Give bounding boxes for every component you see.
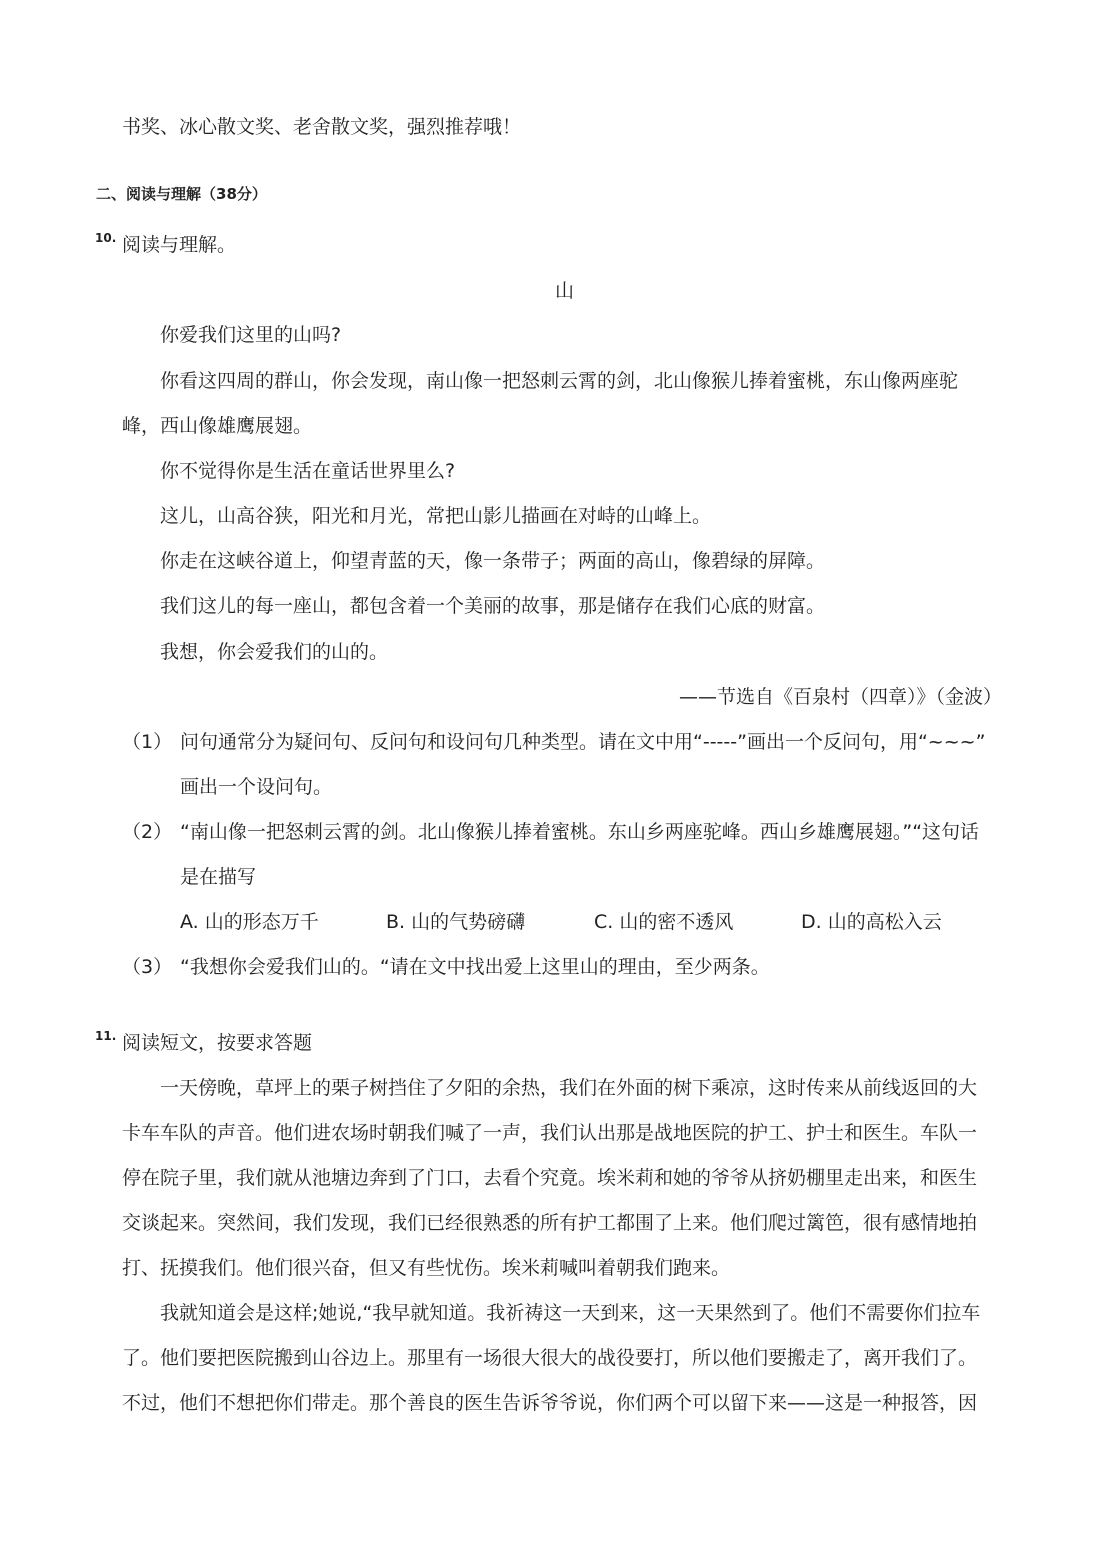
option-a[interactable]: A. 山的形态万千 bbox=[180, 911, 319, 933]
passage-line: 了。他们要把医院搬到山谷边上。那里有一场很大很大的战役要打，所以他们要搬走了，离开我们了。 bbox=[122, 1347, 978, 1369]
sub-question-text: “我想你会爱我们山的。“请在文中找出爱上这里山的理由，至少两条。 bbox=[180, 956, 770, 978]
passage-source: ——节选自《百泉村（四章）》（金波） bbox=[678, 686, 1002, 708]
passage-line: 我就知道会是这样;她说,“我早就知道。我祈祷这一天到来，这一天果然到了。他们不需要你们拉车 bbox=[160, 1302, 981, 1324]
passage-line: 卡车车队的声音。他们进农场时朝我们喊了一声，我们认出那是战地医院的护工、护士和医生。车队一 bbox=[122, 1122, 978, 1144]
option-b[interactable]: B. 山的气势磅礴 bbox=[386, 911, 526, 933]
passage-paragraph: 你爱我们这里的山吗? bbox=[160, 324, 342, 346]
passage-paragraph: 你走在这峡谷道上，仰望青蓝的天，像一条带子；两面的高山，像碧绿的屏障。 bbox=[160, 550, 826, 572]
sub-question-label: （1） bbox=[122, 731, 173, 753]
sub-question-text: 是在描写 bbox=[180, 866, 257, 888]
passage-line: 停在院子里，我们就从池塘边奔到了门口，去看个究竟。埃米莉和她的爷爷从挤奶棚里走出来，和医生 bbox=[122, 1167, 978, 1189]
sub-question-label: （3） bbox=[122, 956, 173, 978]
sub-question-text: 画出一个设问句。 bbox=[180, 776, 333, 798]
passage-paragraph: 我想，你会爱我们的山的。 bbox=[160, 641, 389, 663]
option-d[interactable]: D. 山的高松入云 bbox=[801, 911, 942, 933]
continued-text-line: 书奖、冰心散文奖、老舍散文奖，强烈推荐哦！ bbox=[122, 116, 522, 138]
question-11-prompt: 阅读短文，按要求答题 bbox=[122, 1032, 313, 1054]
option-c[interactable]: C. 山的密不透风 bbox=[594, 911, 734, 933]
passage-line: 打、抚摸我们。他们很兴奋，但又有些忧伤。埃米莉喊叫着朝我们跑来。 bbox=[122, 1257, 731, 1279]
question-number-10: 10. bbox=[95, 231, 117, 245]
passage-paragraph: 你看这四周的群山，你会发现，南山像一把怒刺云霄的剑，北山像猴儿捧着蜜桃，东山像两座驼 bbox=[160, 370, 959, 392]
question-10-prompt: 阅读与理解。 bbox=[122, 234, 237, 256]
passage-title: 山 bbox=[555, 280, 575, 302]
passage-paragraph-continued: 峰，西山像雄鹰展翅。 bbox=[122, 415, 313, 437]
sub-question-text: “南山像一把怒刺云霄的剑。北山像猴儿捧着蜜桃。东山乡两座驼峰。西山乡雄鹰展翅。”“这句话 bbox=[180, 821, 980, 843]
question-number-11: 11. bbox=[95, 1029, 117, 1043]
section-title: 二、阅读与理解（38分） bbox=[96, 185, 267, 203]
passage-paragraph: 这儿，山高谷狭，阳光和月光，常把山影儿描画在对峙的山峰上。 bbox=[160, 505, 712, 527]
passage-paragraph: 你不觉得你是生活在童话世界里么? bbox=[160, 460, 456, 482]
passage-line: 一天傍晚，草坪上的栗子树挡住了夕阳的余热，我们在外面的树下乘凉，这时传来从前线返回的大 bbox=[160, 1077, 978, 1099]
passage-line: 不过，他们不想把你们带走。那个善良的医生告诉爷爷说，你们两个可以留下来——这是一种报答，因 bbox=[122, 1392, 978, 1414]
passage-paragraph: 我们这儿的每一座山，都包含着一个美丽的故事，那是储存在我们心底的财富。 bbox=[160, 595, 826, 617]
sub-question-label: （2） bbox=[122, 821, 173, 843]
passage-line: 交谈起来。突然间，我们发现，我们已经很熟悉的所有护工都围了上来。他们爬过篱笆，很有感情地拍 bbox=[122, 1212, 978, 1234]
sub-question-text: 问句通常分为疑问句、反问句和设问句几种类型。请在文中用“-----”画出一个反问句，用“~~~” bbox=[180, 731, 986, 753]
